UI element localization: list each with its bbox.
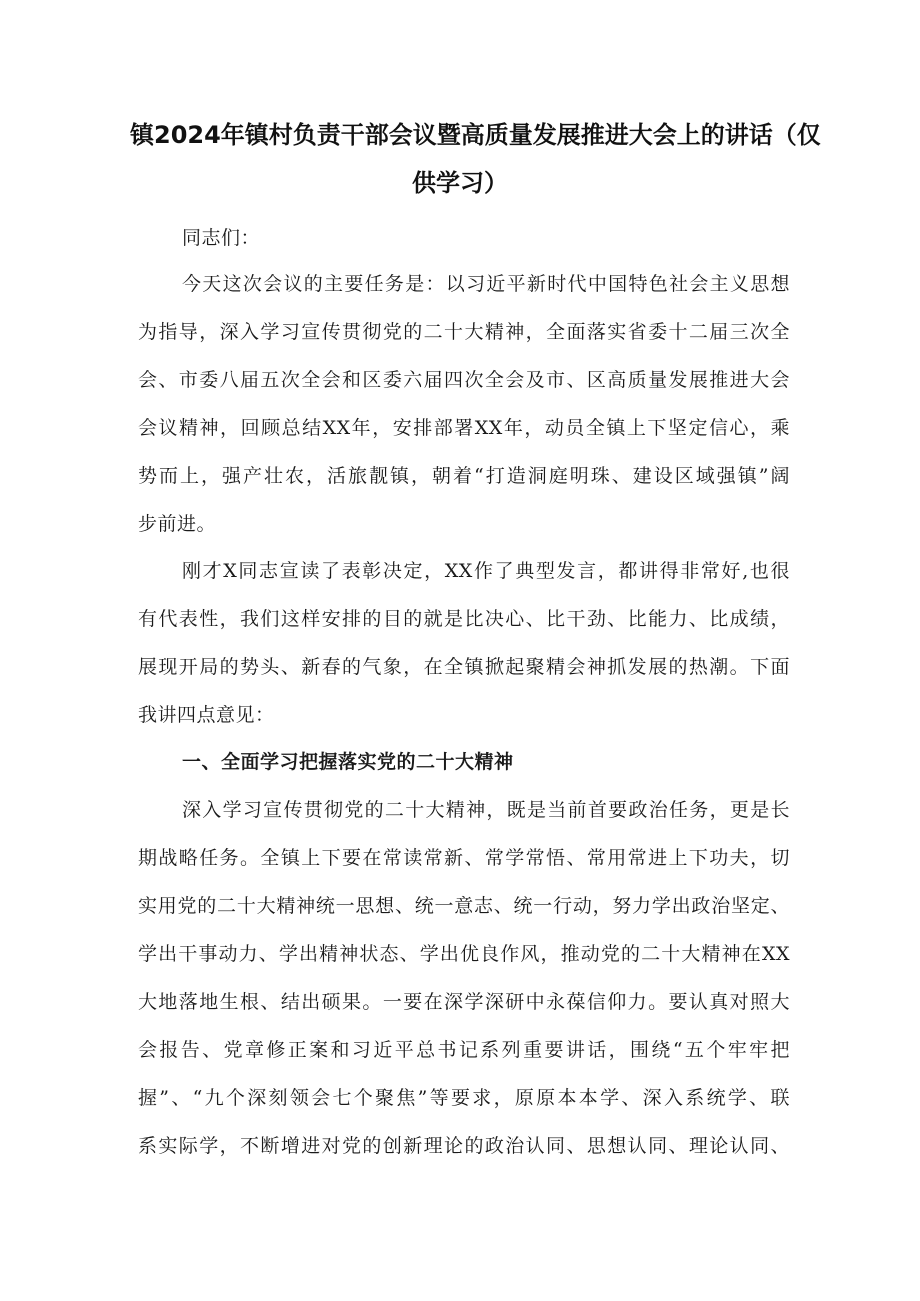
paragraph-3-line: 期战略任务。全镇上下要在常读常新、常学常悟、常用常进上下功夫，切 <box>138 847 790 869</box>
paragraph-1-line: 势而上，强产壮农，活旅靓镇，朝着“打造洞庭明珠、建设区域强镇”阔 <box>138 465 790 487</box>
paragraph-2-line: 有代表性，我们这样安排的目的就是比决心、比干劲、比能力、比成绩， <box>138 608 790 630</box>
paragraph-1-line: 会议精神，回顾总结XX年，安排部署XX年，动员全镇上下坚定信心，乘 <box>138 417 790 439</box>
paragraph-2-line: 展现开局的势头、新春的气象，在全镇掀起聚精会神抓发展的热潮。下面 <box>138 656 790 678</box>
paragraph-2-line: 刚才X同志宣读了表彰决定，XX作了典型发言，都讲得非常好,也很 <box>182 560 790 582</box>
paragraph-3-line: 会报告、党章修正案和习近平总书记系列重要讲话，围绕“五个牢牢把 <box>138 1039 790 1061</box>
paragraph-3-line: 握”、“九个深刻领会七个聚焦”等要求，原原本本学、深入系统学、联 <box>138 1087 790 1109</box>
paragraph-2-line: 我讲四点意见： <box>138 704 275 726</box>
paragraph-1-line: 为指导，深入学习宣传贯彻党的二十大精神，全面落实省委十二届三次全 <box>138 321 790 343</box>
paragraph-3-line: 深入学习宣传贯彻党的二十大精神，既是当前首要政治任务，更是长 <box>182 799 790 821</box>
section-heading-1: 一、全面学习把握落实党的二十大精神 <box>182 751 514 773</box>
paragraph-3-line: 学出干事动力、学出精神状态、学出优良作风，推动党的二十大精神在XX <box>138 943 790 965</box>
paragraph-1-line: 今天这次会议的主要任务是：以习近平新时代中国特色社会主义思想 <box>182 273 790 295</box>
document-title-line-2: 供学习） <box>412 169 508 197</box>
salutation: 同志们： <box>182 227 261 249</box>
paragraph-1-line: 会、市委八届五次全会和区委六届四次全会及市、区高质量发展推进大会 <box>138 369 790 391</box>
paragraph-3-line: 系实际学，不断增进对党的创新理论的政治认同、思想认同、理论认同、 <box>138 1135 790 1157</box>
document-title-line-1: 镇2024年镇村负责干部会议暨高质量发展推进大会上的讲话（仅 <box>130 121 821 149</box>
paragraph-1-line: 步前进。 <box>138 513 217 535</box>
paragraph-3-line: 大地落地生根、结出硕果。一要在深学深研中永葆信仰力。要认真对照大 <box>138 991 790 1013</box>
paragraph-3-line: 实用党的二十大精神统一思想、统一意志、统一行动，努力学出政治坚定、 <box>138 895 790 917</box>
